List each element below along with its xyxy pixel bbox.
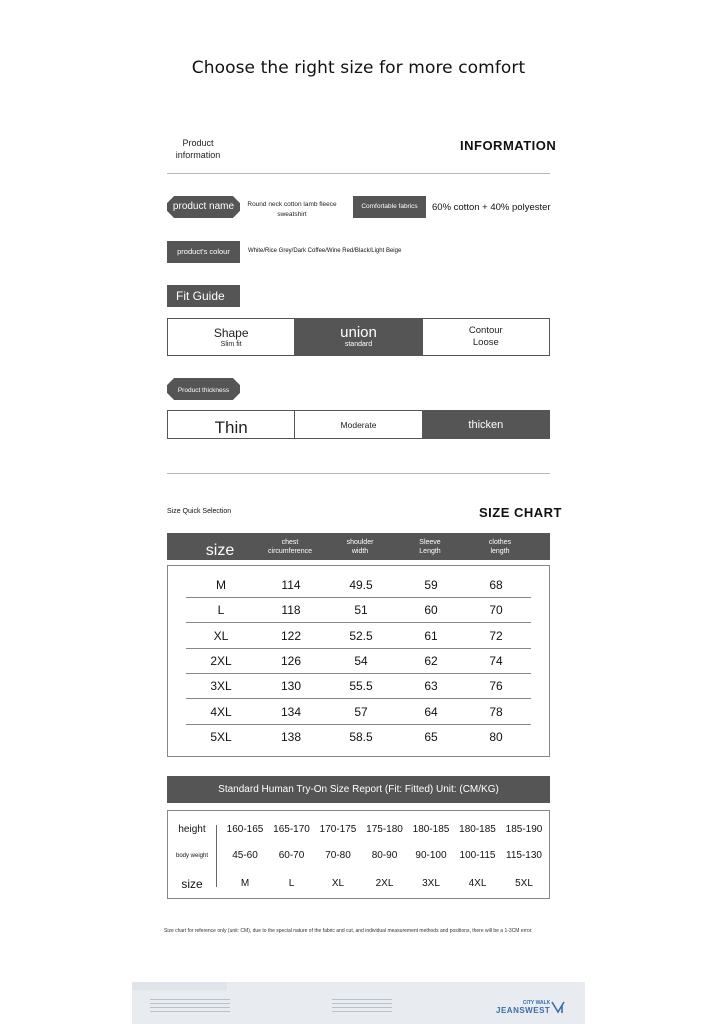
tag-notch [233, 393, 240, 400]
table-row [186, 573, 531, 598]
product-name-value-line1: Round neck cotton lamb fleece [247, 201, 337, 208]
table-row [186, 624, 531, 649]
table-cell: 134 [280, 704, 302, 719]
table-cell: 80 [489, 729, 503, 744]
report-row-weight [168, 843, 549, 869]
table-cell: 55.5 [349, 679, 373, 694]
report-cell: 115-130 [506, 850, 542, 861]
table-row [186, 598, 531, 623]
fit-option-union [294, 319, 421, 355]
table-cell: 76 [489, 679, 503, 694]
table-cell: 57 [354, 704, 368, 719]
table-cell: 54 [354, 653, 368, 668]
table-cell: 59 [424, 578, 438, 592]
report-cell: 3XL [422, 878, 440, 889]
report-cell: 4XL [468, 878, 487, 889]
fit-option-contour [422, 319, 549, 355]
table-cell: 118 [281, 603, 301, 618]
report-row-label: body weight [175, 853, 209, 859]
table-cell: 51 [354, 603, 368, 618]
table-cell: 3XL [210, 679, 232, 694]
column-header-line1: Sleeve [419, 538, 441, 546]
table-cell: 49.5 [349, 578, 373, 592]
report-cell: 5XL [515, 878, 533, 889]
table-cell: 122 [280, 628, 302, 643]
product-information-label-line1: Product [182, 138, 214, 148]
report-cell: 45-60 [232, 850, 258, 861]
table-cell: 114 [281, 578, 301, 592]
thickness-option-thin [168, 411, 294, 438]
product-information-label-line2: information [175, 150, 221, 160]
product-name-tag-text: product name [172, 201, 235, 212]
clothes-length-column-header [465, 533, 535, 560]
table-row [186, 674, 531, 699]
report-cell: 180-185 [412, 824, 450, 835]
size-quick-selection-label: Size Quick Selection [167, 508, 232, 515]
column-header-line2: length [490, 547, 510, 555]
table-row [186, 649, 531, 674]
report-cell: 180-185 [459, 824, 496, 835]
divider-line [167, 173, 550, 174]
report-cell: XL [331, 878, 345, 889]
report-cell: L [288, 878, 295, 889]
report-cell: 60-70 [278, 850, 305, 861]
report-row-label: height [178, 824, 206, 835]
thickness-option-label: Thin [214, 417, 248, 437]
report-cell: 80-90 [371, 850, 398, 861]
divider-line [167, 473, 550, 474]
brand-line2: JEANSWEST [496, 1006, 551, 1015]
table-cell: 74 [489, 653, 503, 668]
table-cell: XL [213, 628, 229, 643]
fit-guide-tag: Fit Guide [167, 285, 240, 307]
size-footnote: Size chart for reference only (unit: CM), due to the special nature of the fabric and cut, and individual measurement methods and positions, there will be a 1-3CM error. [164, 928, 533, 934]
report-cell: M [240, 878, 250, 889]
sleeve-column-header [395, 533, 465, 560]
table-cell: 70 [489, 603, 503, 618]
table-cell: 65 [424, 729, 438, 744]
chest-column-header [255, 533, 325, 560]
table-cell: 130 [280, 679, 302, 694]
thickness-option-label: thicken [468, 418, 504, 431]
table-cell: 58.5 [349, 729, 373, 744]
thickness-option-label: Moderate [340, 419, 377, 430]
table-cell: 68 [489, 578, 503, 592]
shoulder-column-header [325, 533, 395, 560]
thickness-option-moderate [294, 411, 421, 438]
brand-line1: CITY WALK [522, 1000, 551, 1006]
report-cell: 100-115 [459, 850, 496, 861]
size-chart-header-row [167, 533, 550, 560]
table-cell: 64 [424, 704, 438, 719]
column-header-line2: circumference [268, 547, 312, 555]
footer-fine-print [332, 999, 392, 1015]
report-row-height [168, 817, 549, 843]
table-cell: L [217, 603, 225, 618]
table-cell: 5XL [210, 729, 232, 744]
fit-option-main: Shape [213, 325, 249, 340]
table-cell: 52.5 [349, 628, 373, 643]
colour-tag: product's colour [167, 241, 240, 263]
table-cell: 61 [424, 628, 438, 643]
table-cell: 4XL [210, 704, 232, 719]
report-cell: 90-100 [415, 850, 447, 861]
column-header-line1: shoulder [346, 538, 374, 546]
fit-option-sub: standard [344, 341, 373, 348]
report-cell: 160-165 [226, 824, 264, 835]
report-row-label: size [181, 877, 203, 891]
footer-fine-print [150, 999, 230, 1015]
fit-option-main: Contour [468, 325, 503, 336]
product-name-value [242, 200, 342, 220]
colour-value: White/Rice Grey/Dark Coffee/Wine Red/Black/Light Beige [248, 248, 402, 254]
table-cell: 2XL [210, 653, 232, 668]
product-name-value-line2: sweatshirt [277, 211, 307, 218]
brand-logo [496, 1000, 550, 1015]
table-cell: 126 [280, 653, 302, 668]
column-header-line1: clothes [488, 538, 512, 546]
fit-option-sub: Loose [472, 337, 499, 348]
product-information-label [170, 137, 226, 161]
table-cell: 78 [489, 704, 503, 719]
fit-guide-options [167, 318, 550, 356]
product-name-tag [167, 196, 240, 218]
thickness-tag-text: Product thickness [177, 387, 230, 394]
thickness-tag [167, 378, 240, 400]
report-cell: 2XL [375, 878, 394, 889]
thickness-option-thicken [422, 411, 549, 438]
report-cell: 165-170 [273, 824, 310, 835]
column-header-line2: Length [419, 547, 441, 555]
report-row-size [168, 871, 549, 897]
column-header-line2: width [351, 547, 369, 555]
table-row [186, 725, 531, 750]
size-chart-heading: SIZE CHART [479, 505, 562, 520]
column-header-line1: chest [281, 538, 299, 546]
brand-mark-icon [551, 1001, 565, 1014]
information-heading: INFORMATION [460, 138, 557, 153]
footer-band-tab [132, 982, 227, 990]
size-chart-table [167, 565, 550, 757]
fabric-value: 60% cotton + 40% polyester [432, 202, 551, 213]
report-heading: Standard Human Try-On Size Report (Fit: Fitted) Unit: (CM/KG) [167, 776, 550, 803]
table-cell: 62 [424, 653, 438, 668]
thickness-options [167, 410, 550, 439]
report-cell: 175-180 [366, 824, 403, 835]
tag-notch [233, 378, 240, 385]
fit-option-main: union [340, 324, 377, 341]
page-title: Choose the right size for more comfort [191, 58, 526, 78]
report-cell: 170-175 [319, 824, 357, 835]
report-cell: 185-190 [505, 824, 543, 835]
size-column-header [185, 533, 255, 560]
table-cell: 138 [280, 729, 302, 744]
report-cell: 70-80 [325, 850, 351, 861]
fit-option-sub: Slim fit [220, 340, 242, 348]
table-row [186, 700, 531, 725]
table-cell: 60 [424, 603, 438, 618]
try-on-report-table [167, 810, 550, 899]
table-cell: M [216, 578, 226, 592]
table-cell: 72 [489, 628, 503, 643]
fit-option-shape [168, 319, 294, 355]
column-header-line1: size [205, 541, 235, 559]
table-cell: 63 [424, 679, 438, 694]
fabric-tag: Comfortable fabrics [353, 196, 426, 218]
